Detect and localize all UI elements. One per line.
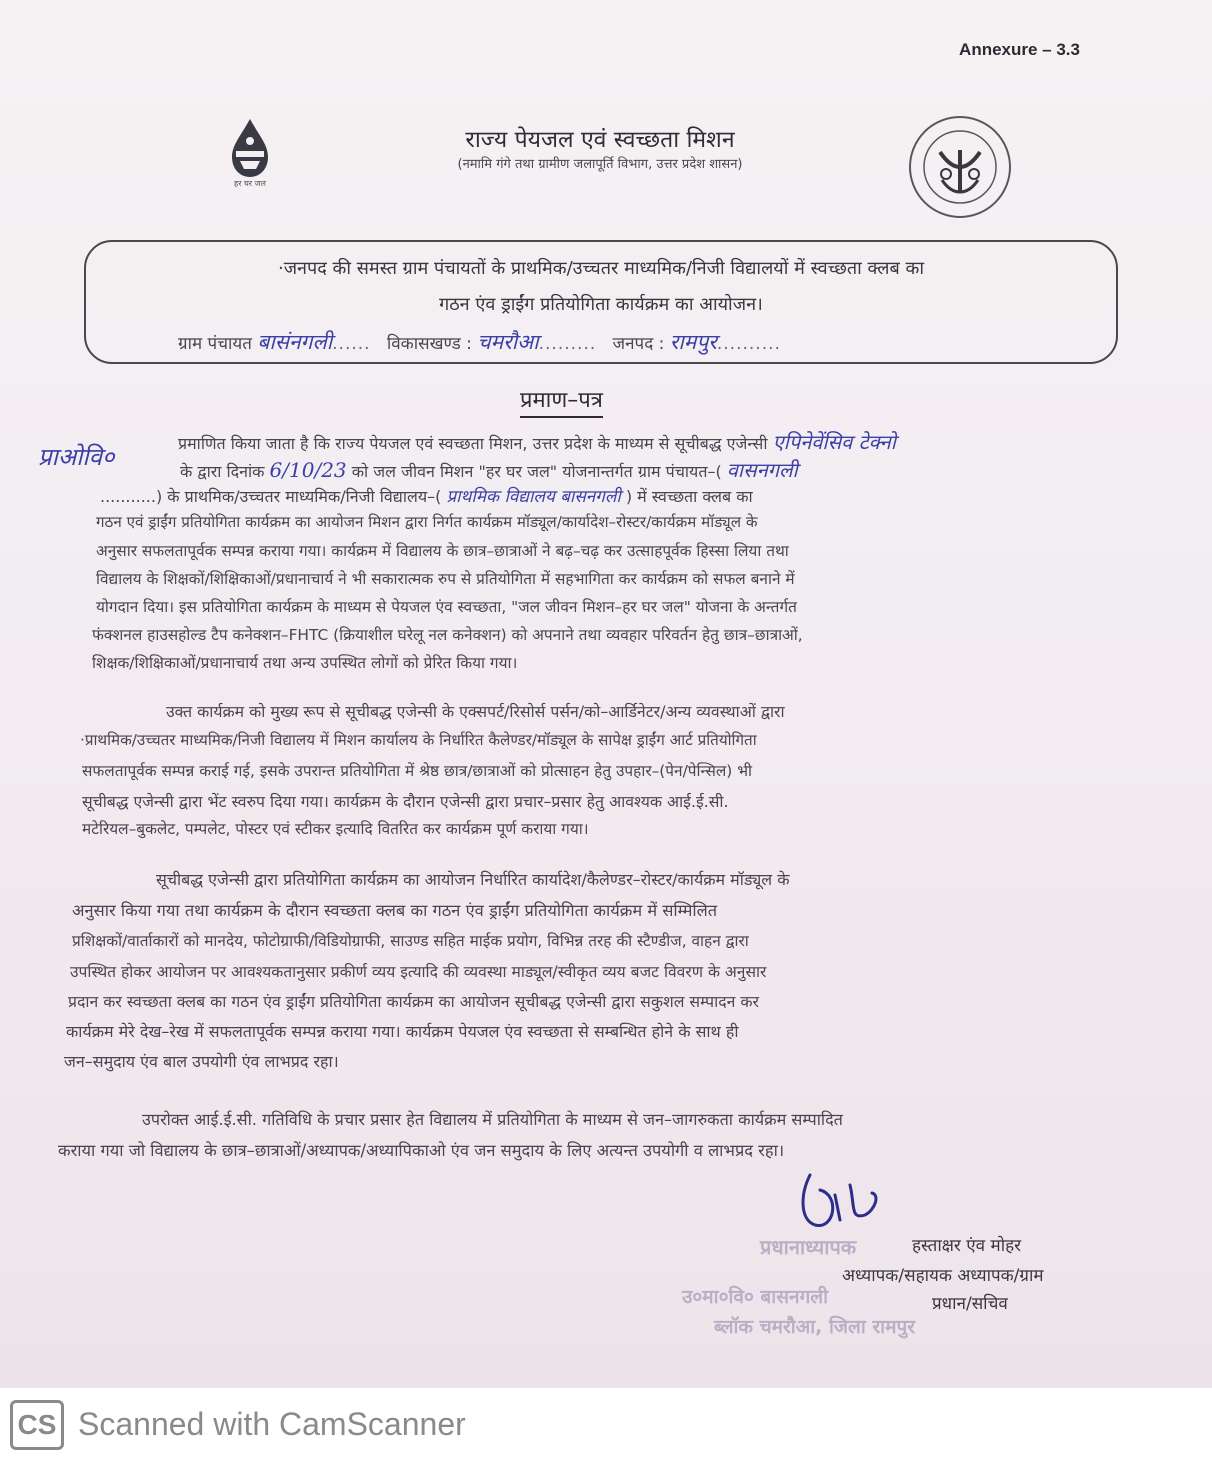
para2-line1: उक्त कार्यक्रम को मुख्य रूप से सूचीबद्ध एजेन्सी के एक्सपर्ट/रिसोर्स पर्सन/को–आर्डिनेटर/अन्य व्यवस्थाओं द्वारा: [166, 702, 785, 721]
logo-caption: हर घर जल: [234, 179, 266, 188]
para1-line4: गठन एवं ड्राईंग प्रतियोगिता कार्यक्रम का आयोजन मिशन द्वारा निर्गत कार्यक्रम मॉड्यूल/कार्यादेश–रोस्टर/कार्यक्रम मॉड्यूल के: [96, 513, 758, 531]
signature-label-line1: हस्ताक्षर एंव मोहर: [912, 1236, 1022, 1256]
para2-line4: सूचीबद्ध एजेन्सी द्वारा भेंट स्वरुप दिया गया। कार्यक्रम के दौरान एजेन्सी द्वारा प्रचार–प्रसार हेतु आवश्यक आई.ई.सी.: [82, 792, 729, 811]
para1-line5: अनुसार सफलतापूर्वक सम्पन्न कराया गया। कार्यक्रम में विद्यालय के छात्र–छात्राओं ने बढ़–चढ़ कर उत्साहपूर्वक हिस्सा लिया तथा: [96, 542, 789, 560]
program-title-line2: गठन एंव ड्राईंग प्रतियोगिता कार्यक्रम का आयोजन।: [439, 294, 763, 315]
stamp-designation: प्रधानाध्यापक: [760, 1235, 857, 1259]
para4-line2: कराया गया जो विद्यालय के छात्र–छात्राओं/अध्यापक/अध्यापिकाओ एंव जन समुदाय के लिए अत्यन्त उपयोगी व लाभप्रद रहा।: [58, 1141, 785, 1160]
gram-panchayat-value: बासंनगली: [257, 330, 333, 354]
handwritten-date: 6/10/23: [269, 458, 347, 482]
para4-line1: उपरोक्त आई.ई.सी. गतिविधि के प्रचार प्रसार हेत विद्यालय में प्रतियोगिता के माध्यम से जन–जागरुकता कार्यक्रम सम्पादित: [142, 1110, 843, 1129]
para1-line1: [178, 428, 896, 455]
handwritten-prefix: प्राओवि०: [38, 443, 115, 471]
para1-line3-text-b: ) में स्वच्छता क्लब का: [625, 487, 753, 506]
para3-line6: कार्यक्रम मेरे देख–रेख में सफलतापूर्वक सम्पन्न कराया गया। कार्यक्रम पेयजल एंव स्वच्छता से सम्बन्धित होने के साथ ही: [66, 1022, 739, 1041]
signature-block: [682, 1165, 1160, 1365]
mission-title: राज्य पेयजल एवं स्वच्छता मिशन: [465, 127, 735, 153]
para1-line1-text: प्रमाणित किया जाता है कि राज्य पेयजल एवं स्वच्छता मिशन, उत्तर प्रदेश के माध्यम से सूचीबद्ध एजेन्सी: [178, 434, 768, 453]
para3-line1: सूचीबद्ध एजेन्सी द्वारा प्रतियोगिता कार्यक्रम का आयोजन निर्धारित कार्यादेश/कैलेण्डर–रोस्टर/कार्यक्रम मॉड्यूल के: [156, 870, 790, 889]
certificate-title: प्रमाण–पत्र: [520, 384, 603, 418]
signature-label-line2: अध्यापक/सहायक अध्यापक/ग्राम: [842, 1266, 1044, 1286]
para2-line3: सफलतापूर्वक सम्पन्न कराई गई, इसके उपरान्त प्रतियोगिता में श्रेष्ठ छात्र/छात्राओं को प्रोत्साहन हेतु उपहार–(पेन/पेन्सिल) भी: [82, 762, 753, 780]
para3-line5: प्रदान कर स्वच्छता क्लब का गठन एंव ड्राईंग प्रतियोगिता कार्यक्रम का आयोजन सूचीबद्ध एजेन्सी द्वारा सकुशल सम्पादन कर: [68, 992, 759, 1011]
para1-line2: [180, 456, 798, 483]
annexure-label: Annexure – 3.3: [959, 40, 1080, 59]
para1-line8: फंक्शनल हाउसहोल्ड टैप कनेक्शन–FHTC (क्रियाशील घरेलू नल कनेक्शन) को अपनाने तथा व्यवहार परिवर्तन हेतु छात्र–छात्राओं,: [92, 626, 803, 644]
program-title-box: [84, 240, 1118, 364]
camscanner-text: Scanned with CamScanner: [78, 1406, 466, 1442]
district-label: जनपद :: [612, 334, 665, 354]
block-value: चमरौआ: [477, 330, 539, 354]
para1-line2-text-a: के द्वारा दिनांक: [180, 462, 265, 481]
para2-line2: ·प्राथमिक/उच्चतर माध्यमिक/निजी विद्यालय में मिशन कार्यालय के निर्धारित कैलेण्डर/मॉड्यूल के सापेक्ष ड्राईंग आर्ट प्रतियोगिता: [80, 731, 757, 749]
signature-label-line3: प्रधान/सचिव: [932, 1294, 1008, 1314]
district-value: रामपुर: [669, 330, 717, 354]
para1-line3-text-a: ...........) के प्राथमिक/उच्चतर माध्यमिक/निजी विद्यालय–(: [100, 487, 442, 506]
block-label: विकासखण्ड :: [386, 334, 472, 354]
water-drop-logo-icon: [210, 115, 290, 210]
para3-line4: उपस्थित होकर आयोजन पर आवश्यकतानुसार प्रकीर्ण व्यय इत्यादि की व्यवस्था माड्यूल/स्वीकृत व्यय बजट विवरण के अनुसार: [70, 963, 767, 981]
program-title-line1: ·जनपद की समस्त ग्राम पंचायतों के प्राथमिक/उच्चतर माध्यमिक/निजी विद्यालयों में स्वच्छता क्लब का: [277, 258, 924, 279]
handwritten-school: प्राथमिक विद्यालय बासनगली: [446, 487, 621, 507]
para3-line7: जन–समुदाय एंव बाल उपयोगी एंव लाभप्रद रहा।: [64, 1052, 339, 1071]
handwritten-gram-panchayat: वासनगली: [726, 458, 798, 482]
stamp-school: उ०मा०वि० बासनगली: [682, 1286, 829, 1308]
up-government-seal-icon: [898, 112, 1023, 222]
mission-subtitle: (नमामि गंगे तथा ग्रामीण जलापूर्ति विभाग, उत्तर प्रदेश शासन): [457, 157, 743, 172]
para1-line7: योगदान दिया। इस प्रतियोगिता कार्यक्रम के माध्यम से पेयजल एंव स्वच्छता, "जल जीवन मिशन–हर घर जल" योजना के अन्तर्गत: [96, 598, 797, 616]
para1-line3: [100, 484, 753, 507]
gram-panchayat-label: ग्राम पंचायत: [178, 334, 252, 354]
camscanner-logo-icon: CS: [10, 1400, 64, 1450]
para1-line2-text-b: को जल जीवन मिशन "हर घर जल" योजनान्तर्गत ग्राम पंचायत–(: [351, 462, 722, 481]
para3-line2: अनुसार किया गया तथा कार्यक्रम के दौरान स्वच्छता क्लब का गठन एंव ड्राईंग प्रतियोगिता कार्यक्रम में सम्मिलित: [72, 901, 718, 920]
para3-line3: प्रशिक्षकों/वार्ताकारों को मानदेय, फोटोग्राफी/विडियोग्राफी, साउण्ड सहित माईक प्रयोग, विभिन्न तरह की स्टैण्डीज, वाहन द्वारा: [72, 932, 749, 950]
location-line: ग्राम पंचायत बासंनगली...... विकासखण्ड : चमरौआ......... जनपद : रामपुर..........: [178, 330, 781, 354]
stamp-location: ब्लॉक चमरौआ, जिला रामपुर: [714, 1316, 916, 1338]
handwritten-signature-icon: [780, 1165, 900, 1235]
camscanner-footer: [0, 1388, 1212, 1465]
handwritten-agency: एपिनेवेंसिव टेक्नो: [772, 430, 896, 454]
para1-line6: विद्यालय के शिक्षकों/शिक्षिकाओं/प्रधानाचार्य ने भी सकारात्मक रुप से प्रतियोगिता में सहभागिता कर कार्यक्रम को सफल बनाने में: [96, 570, 795, 588]
para1-line9: शिक्षक/शिक्षिकाओं/प्रधानाचार्य तथा अन्य उपस्थित लोगों को प्रेरित किया गया।: [92, 654, 518, 672]
para2-line5: मटेरियल–बुकलेट, पम्पलेट, पोस्टर एवं स्टीकर इत्यादि वितरित कर कार्यक्रम पूर्ण कराया गया।: [82, 820, 589, 838]
